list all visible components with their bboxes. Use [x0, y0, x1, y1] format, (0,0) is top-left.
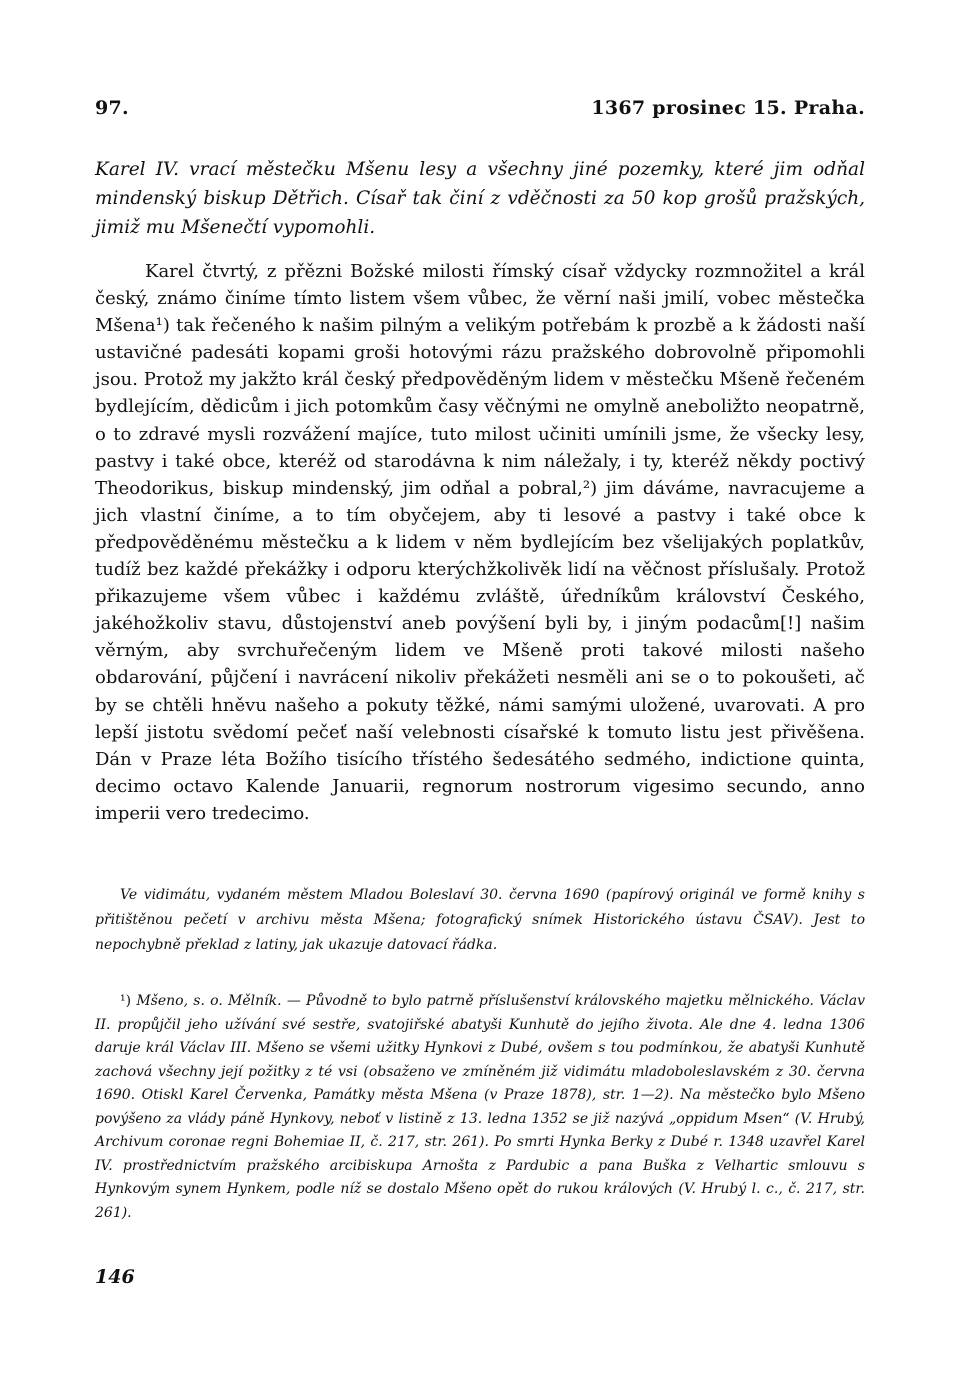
page-header	[95, 97, 865, 119]
footnote-marker: ¹)	[120, 993, 132, 1009]
page-number: 146	[95, 1266, 135, 1288]
footnote-1	[95, 990, 865, 1225]
regest-summary: Karel IV. vrací městečku Mšenu lesy a všechny jiné pozemky, které jim odňal mindenský biskup Dětřich. Císař tak činí z vděčnosti za 50 kop grošů pražských, jimiž mu Mšenečtí vypomohli.	[95, 159, 865, 238]
charter-text: Karel čtvrtý, z přězni Božské milosti římský císař vždycky rozmnožitel a král český, známo činíme tímto listem všem vůbec, že věrní naši jmilí, vobec městečka Mšena¹) tak řečeného k našim pilným a velikým potřebám k prozbě a k žádosti naší ustavičné padesáti kopami groši hotovými rázu pražského dobrovolně připomohli jsou. Protož my jakžto král český předpověděným lidem v městečku Mšeně řečeném bydlejícím, dědicům i jich potomkům časy věčnými ne omylně aneboližto neopatrně, o to zdravé mysli rozvážení majíce, tuto milost učiniti umínili jsme, že všecky lesy, pastvy i také obce, kteréž od starodávna k nim náležaly, i ty, kteréž někdy poctivý Theodorikus, biskup mindenský, jim odňal a pobral,²) jim dáváme, navracujeme a jich vlastní činíme, a to tím obyčejem, aby ti lesové a pastvy i také obce k předpověděnému městečku a k lidem v něm bydlejícím bez všelijakých poplatkův, tudíž bez každé překážky i odporu kterýchžkolivěk lidí na věčnost příslušaly. Protož přikazujeme všem vůbec i každému zvláště, úředníkům království Českého, jakéhožkoliv stavu, důstojenství aneb povýšení byli by, i jiným podacům[!] našim věrným, aby svrchuřečeným lidem ve Mšeně proti takové milosti našeho obdarování, půjčení i navrácení nikoliv překážeti nesměli ani se o to pokoušeti, ač by se chtěli hněvu našeho a pokuty těžké, námi samými uložené, uvarovati. A pro lepší jistotu svědomí pečeť naší velebnosti císařské k tomuto listu jest přivěšena. Dán v Praze léta Božího tisícího třístého šedesátého sedmého, indictione quinta, decimo octavo Kalende Januarii, regnorum nostrorum vigesimo secundo, anno imperii vero tredecimo.	[95, 261, 865, 824]
source-note: Ve vidimátu, vydaném městem Mladou Boleslaví 30. června 1690 (papírový originál ve formě knihy s přitištěnou pečetí v archivu města Mšena; fotografický snímek Historického ústavu ČSAV). Jest to nepochybně překlad z latiny, jak ukazuje datovací řádka.	[95, 887, 865, 953]
document-number: 97.	[95, 97, 129, 119]
footnote-text: Mšeno, s. o. Mělník. — Původně to bylo patrně příslušenství královského majetku mělnického. Václav II. propůjčil jeho užívání své sestře, svatojiřské abatyši Kunhutě do jejího života. Ale dne 4. ledna 1306 daruje král Václav III. Mšeno se všemi užitky Hynkovi z Dubé, ovšem s tou podmínkou, že abatyši Kunhutě zachová všechny její požitky z té vsi (obsaženo ve zmíněném již vidimátu mladoboleslavském z 30. června 1690. Otiskl Karel Červenka, Památky města Mšena (v Praze 1878), str. 1—2). Na městečko bylo Mšeno povýšeno za vlády páně Hynkovy, neboť v listině z 13. ledna 1352 se již nazývá „oppidum Msen“ (V. Hrubý, Archivum coronae regni Bohemiae II, č. 217, str. 261). Po smrti Hynka Berky z Dubé r. 1348 uzavřel Karel IV. prostřednictvím pražského arcibiskupa Arnošta z Pardubic a pana Buška z Velhartic smlouvu s Hynkovým synem Hynkem, podle níž se dostalo Mšeno opět do rukou králových (V. Hrubý l. c., č. 217, str. 261).	[95, 993, 865, 1221]
document-date-place: 1367 prosinec 15. Praha.	[591, 97, 865, 119]
